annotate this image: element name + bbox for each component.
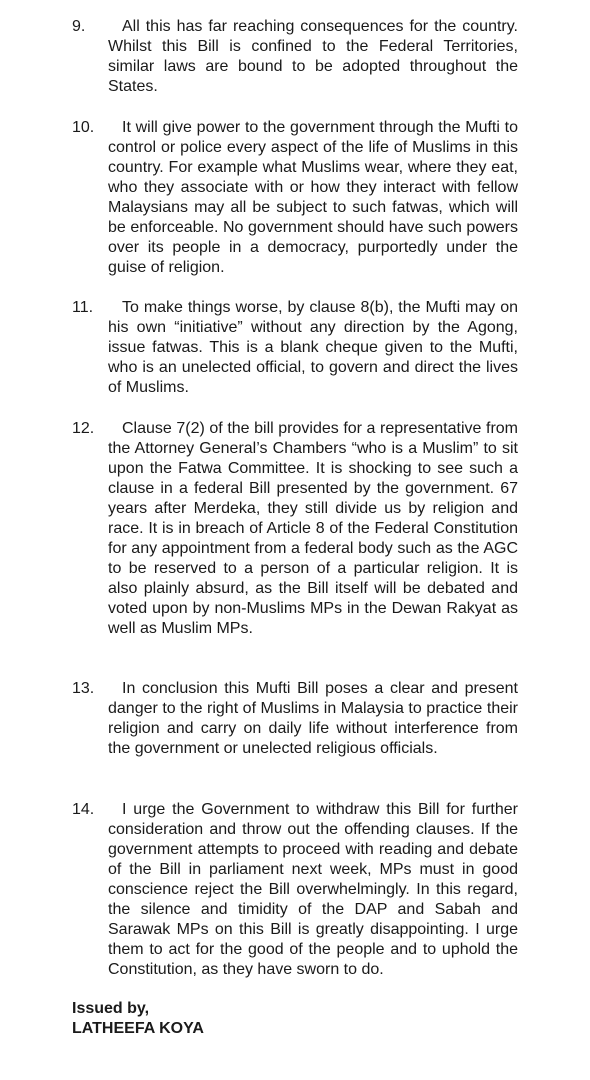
paragraph-13: [72, 679, 520, 759]
paragraph-number: 14.: [72, 801, 95, 818]
paragraph-number: 13.: [72, 680, 95, 697]
paragraph-9: [72, 17, 520, 97]
paragraph-number: 10.: [72, 119, 95, 136]
paragraph-text: It will give power to the government through the Mufti to control or police every aspect of the life of Muslims in this country. For example what Muslims wear, where they eat, who they associate with or how they interact with fellow Malaysians may all be subject to such fatwas, which will be enforceable. No government should have such powers over its people in a democracy, purportedly under the guise of religion.: [108, 119, 518, 276]
signoff-block: [72, 999, 204, 1039]
paragraph-text: In conclusion this Mufti Bill poses a clear and present danger to the right of Muslims in Malaysia to practice their religion and carry on daily life without interference from the government or unelected religious officials.: [108, 680, 518, 757]
paragraph-11: [72, 298, 520, 398]
paragraph-number: 9.: [72, 18, 86, 35]
paragraph-text: Clause 7(2) of the bill provides for a representative from the Attorney General’s Chambers “who is a Muslim” to sit upon the Fatwa Committee. It is shocking to see such a clause in a federal Bill presented by the government. 67 years after Merdeka, they still divide us by religion and race. It is in breach of Article 8 of the Federal Constitution for any appointment from a federal body such as the AGC to be reserved to a person of a particular religion. It is also plainly absurd, as the Bill itself will be debated and voted upon by non-Muslims MPs in the Dewan Rakyat as well as Muslim MPs.: [108, 420, 518, 637]
paragraph-12: [72, 419, 520, 639]
paragraph-number: 11.: [72, 299, 94, 316]
paragraph-14: [72, 800, 520, 980]
issued-by-label: Issued by,: [72, 1000, 150, 1017]
issuer-name: LATHEEFA KOYA: [72, 1020, 204, 1037]
paragraph-10: [72, 118, 520, 278]
paragraph-text: All this has far reaching consequences for the country. Whilst this Bill is confined to the Federal Territories, similar laws are bound to be adopted throughout the States.: [108, 18, 518, 95]
paragraph-text: To make things worse, by clause 8(b), the Mufti may on his own “initiative” without any direction by the Agong, issue fatwas. This is a blank cheque given to the Mufti, who is an unelected official, to govern and direct the lives of Muslims.: [108, 299, 518, 396]
paragraph-number: 12.: [72, 420, 95, 437]
paragraph-text: I urge the Government to withdraw this Bill for further consideration and throw out the offending clauses. If the government attempts to proceed with reading and debate of the Bill in parliament next week, MPs must in good conscience reject the Bill overwhelmingly. In this regard, the silence and timidity of the DAP and Sabah and Sarawak MPs on this Bill is greatly disappointing. I urge them to act for the good of the people and to uphold the Constitution, as they have sworn to do.: [108, 801, 518, 978]
